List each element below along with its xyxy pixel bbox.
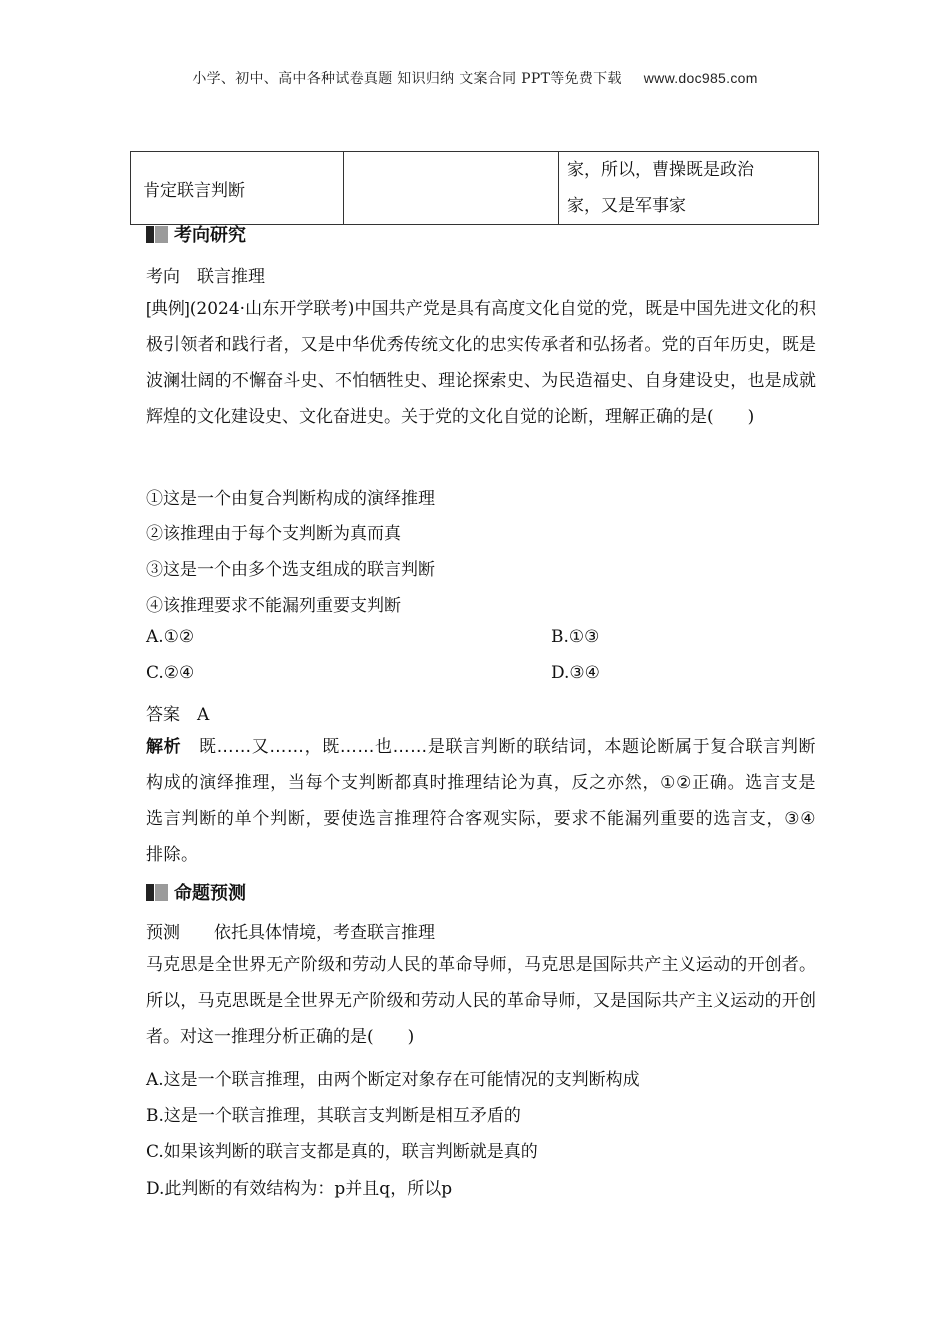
table-cell-example-line2: 家，又是军事家 xyxy=(567,196,686,216)
table-cell-empty xyxy=(344,152,559,225)
analysis-paragraph xyxy=(146,729,816,873)
page-header xyxy=(0,68,950,88)
answer-value: A xyxy=(197,705,210,725)
answer-label: 答案 xyxy=(146,705,180,725)
option-c: C.②④ xyxy=(146,663,195,683)
topic-line xyxy=(146,262,265,287)
summary-table xyxy=(130,151,819,225)
option-d: D.③④ xyxy=(551,663,600,683)
example-item-4: ④该推理要求不能漏列重要支判断 xyxy=(146,596,401,616)
table-cell-type: 肯定联言判断 xyxy=(131,152,344,225)
option-a: A.①② xyxy=(146,627,195,647)
header-text: 小学、初中、高中各种试卷真题 知识归纳 文案合同 PPT等免费下载 xyxy=(192,71,622,87)
predict-paragraph: 马克思是全世界无产阶级和劳动人民的革命导师，马克思是国际共产主义运动的开创者。所以，马克思既是全世界无产阶级和劳动人民的革命导师，又是国际共产主义运动的开创者。对这一推理分析正确的是( ) xyxy=(146,955,816,1047)
table-cell-example-line1: 家，所以，曹操既是政治 xyxy=(567,160,754,180)
option-b: B.①③ xyxy=(551,627,600,647)
predict-option-a: A.这是一个联言推理，由两个断定对象存在可能情况的支判断构成 xyxy=(146,1070,640,1090)
section-heading-research xyxy=(146,222,246,246)
example-item-3: ③这是一个由多个选支组成的联言判断 xyxy=(146,560,435,580)
table-cell-example xyxy=(559,152,819,225)
example-source: (2024·山东开学联考) xyxy=(189,299,355,319)
predict-option-c: C.如果该判断的联言支都是真的，联言判断就是真的 xyxy=(146,1142,538,1162)
section-title: 命题预测 xyxy=(174,883,246,904)
section-title: 考向研究 xyxy=(174,225,246,246)
topic-name: 联言推理 xyxy=(197,267,265,287)
example-tag: [典例] xyxy=(146,299,190,318)
predict-name: 依托具体情境，考查联言推理 xyxy=(214,923,435,943)
answer-line xyxy=(146,700,209,725)
header-url[interactable]: www.doc985.com xyxy=(643,70,758,86)
section-marker-icon xyxy=(146,226,168,243)
analysis-text: 既……又……，既……也……是联言判断的联结词，本题论断属于复合联言判断构成的演绎推理，当每个支判断都真时推理结论为真，反之亦然，①②正确。选言支是选言判断的单个判断，要使选言推理符合客观实际，要求不能漏列重要的选言支，③④排除。 xyxy=(146,737,817,865)
example-item-1: ①这是一个由复合判断构成的演绎推理 xyxy=(146,489,435,509)
topic-label: 考向 xyxy=(146,267,180,287)
predict-line xyxy=(146,918,435,943)
example-item-2: ②该推理由于每个支判断为真而真 xyxy=(146,524,401,544)
predict-option-b: B.这是一个联言推理，其联言支判断是相互矛盾的 xyxy=(146,1106,521,1126)
predict-option-d: D.此判断的有效结构为：p并且q，所以p xyxy=(146,1179,453,1199)
example-paragraph xyxy=(146,291,816,435)
section-heading-prediction xyxy=(146,880,246,904)
predict-label: 预测 xyxy=(146,923,180,943)
example-text: 中国共产党是具有高度文化自觉的党，既是中国先进文化的积极引领者和践行者，又是中华优秀传统文化的忠实传承者和弘扬者。党的百年历史，既是波澜壮阔的不懈奋斗史、不怕牺牲史、理论探索史、为民造福史、自身建设史，也是成就辉煌的文化建设史、文化奋进史。关于党的文化自觉的论断，理解正确的是( ) xyxy=(146,299,817,427)
section-marker-icon xyxy=(146,884,168,901)
analysis-label: 解析 xyxy=(146,737,182,757)
